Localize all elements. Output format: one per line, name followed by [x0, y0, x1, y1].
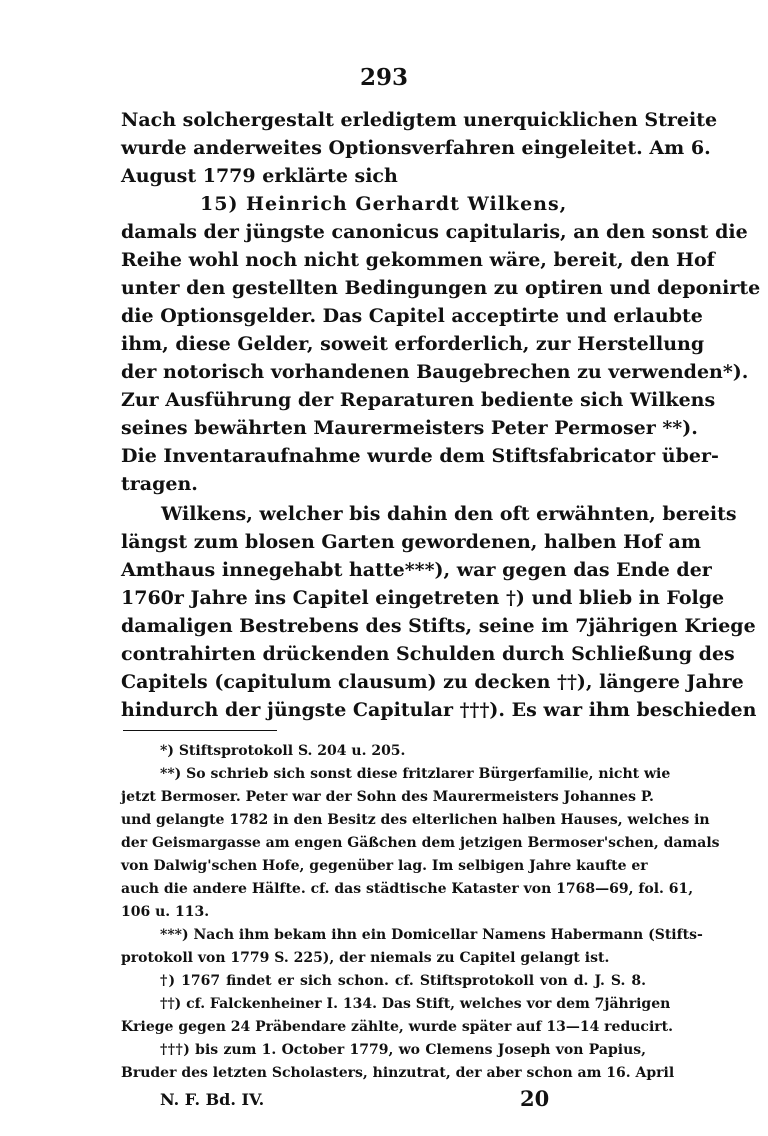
footnote-line: und gelangte 1782 in den Besitz des elterlichen halben Hauses, welches in	[121, 812, 710, 828]
footnote-line: von Dalwig'schen Hofe, gegenüber lag. Im selbigen Jahre kaufte er	[121, 858, 648, 874]
body-line: seines bewährten Maurermeisters Peter Permoser **).	[121, 417, 698, 439]
footnote-line: protokoll von 1779 S. 225), der niemals zu Capitel gelangt ist.	[121, 950, 610, 966]
body-line: ihm, diese Gelder, soweit erforderlich, zur Herstellung	[121, 333, 705, 355]
section-heading: 15) Heinrich Gerhardt Wilkens,	[200, 193, 568, 215]
body-line: die Optionsgelder. Das Capitel acceptirte und erlaubte	[121, 305, 703, 327]
body-line: Die Inventaraufnahme wurde dem Stiftsfabricator über-	[121, 445, 719, 467]
footnote-line: auch die andere Hälfte. cf. das städtische Kataster von 1768—69, fol. 61,	[121, 881, 694, 897]
body-line: Amthaus innegehabt hatte***), war gegen das Ende der	[121, 559, 712, 581]
body-line: hindurch der jüngste Capitular †††). Es war ihm beschieden	[121, 699, 757, 721]
body-line: contrahirten drückenden Schulden durch Schließung des	[121, 643, 735, 665]
footnote-line: jetzt Bermoser. Peter war der Sohn des Maurermeisters Johannes P.	[121, 789, 654, 805]
body-line: damaligen Bestrebens des Stifts, seine im 7jährigen Kriege	[121, 615, 756, 637]
footnote-line: †††) bis zum 1. October 1779, wo Clemens Joseph von Papius,	[160, 1042, 646, 1058]
footnote-line: *) Stiftsprotokoll S. 204 u. 205.	[160, 743, 406, 759]
signature-mark: N. F. Bd. IV.	[160, 1090, 265, 1109]
body-line: Capitels (capitulum clausum) zu decken ††), längere Jahre	[121, 671, 744, 693]
body-line: unter den gestellten Bedingungen zu optiren und deponirte	[121, 277, 761, 299]
footnote-rule	[123, 730, 277, 731]
page-number: 293	[359, 64, 408, 91]
body-line: tragen.	[121, 473, 198, 495]
body-line: längst zum blosen Garten gewordenen, halben Hof am	[121, 531, 701, 553]
footnote-line: **) So schrieb sich sonst diese fritzlarer Bürgerfamilie, nicht wie	[160, 766, 671, 782]
body-line: Reihe wohl noch nicht gekommen wäre, bereit, den Hof	[121, 249, 715, 271]
body-line: 1760r Jahre ins Capitel eingetreten †) und blieb in Folge	[121, 587, 725, 609]
body-line: August 1779 erklärte sich	[121, 165, 398, 187]
body-line: Wilkens, welcher bis dahin den oft erwähnten, bereits	[161, 503, 737, 525]
footnote-line: †) 1767 findet er sich schon. cf. Stiftsprotokoll von d. J. S. 8.	[160, 973, 646, 989]
body-line: Nach solchergestalt erledigtem unerquicklichen Streite	[121, 109, 718, 131]
footnote-line: ***) Nach ihm bekam ihn ein Domicellar Namens Habermann (Stifts-	[160, 927, 703, 943]
footnote-line: 106 u. 113.	[121, 904, 210, 920]
body-line: wurde anderweites Optionsverfahren eingeleitet. Am 6.	[121, 137, 711, 159]
body-line: damals der jüngste canonicus capitularis, an den sonst die	[121, 221, 748, 243]
footnote-line: der Geismargasse am engen Gäßchen dem jetzigen Bermoser'schen, damals	[121, 835, 720, 851]
body-line: der notorisch vorhandenen Baugebrechen zu verwenden*).	[121, 361, 749, 383]
footnote-line: Bruder des letzten Scholasters, hinzutrat, der aber schon am 16. April	[121, 1065, 675, 1081]
body-line: Zur Ausführung der Reparaturen bediente sich Wilkens	[121, 389, 716, 411]
footnote-line: Kriege gegen 24 Präbendare zählte, wurde später auf 13—14 reducirt.	[121, 1019, 673, 1035]
signature-number: 20	[520, 1086, 550, 1111]
footnote-line: ††) cf. Falckenheiner I. 134. Das Stift, welches vor dem 7jährigen	[160, 996, 671, 1012]
